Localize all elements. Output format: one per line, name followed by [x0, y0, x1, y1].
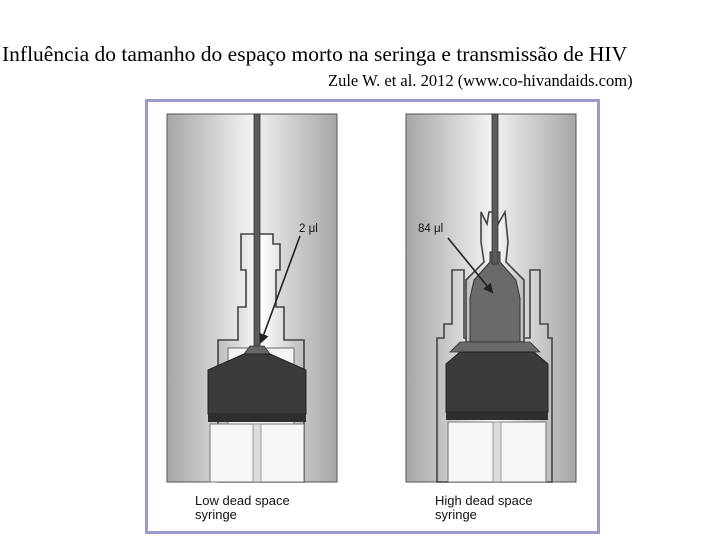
right-plunger-ring: [446, 412, 548, 420]
left-caption-line2: syringe: [195, 507, 237, 522]
page-title: Influência do tamanho do espaço morto na seringa e transmissão de HIV: [2, 42, 628, 66]
right-caption-line1: High dead space: [435, 493, 533, 508]
right-syringe-panel: [406, 114, 576, 482]
left-plunger-seal: [208, 354, 306, 414]
left-needle: [254, 114, 260, 346]
left-plunger-ring: [208, 414, 306, 422]
right-plunger-seal: [446, 352, 548, 412]
syringe-diagram: [148, 102, 597, 531]
figure-frame: [145, 99, 600, 534]
citation: Zule W. et al. 2012 (www.co-hivandaids.com): [328, 71, 633, 90]
right-needle: [492, 114, 498, 264]
left-syringe-panel: [167, 114, 337, 482]
right-caption-line2: syringe: [435, 507, 477, 522]
left-caption-line1: Low dead space: [195, 493, 290, 508]
left-volume-label: 2 μl: [299, 223, 318, 235]
right-volume-label: 84 μl: [418, 223, 444, 235]
right-fluid-neck: [450, 342, 540, 352]
